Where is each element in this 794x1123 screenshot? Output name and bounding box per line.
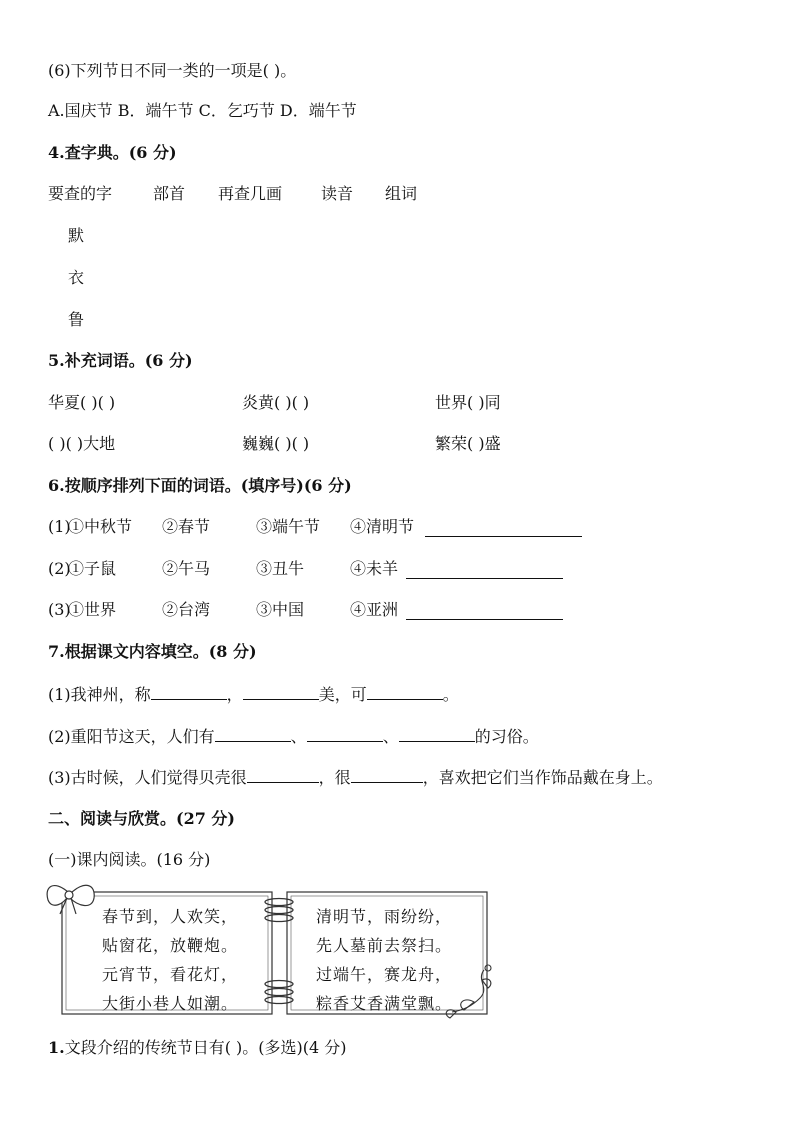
q7-text: 美，可 [318, 685, 367, 704]
order-row-label: (1) [48, 517, 71, 536]
order-item: ②台湾 [162, 600, 211, 619]
answer-blank[interactable] [367, 683, 443, 700]
order-item: ②午马 [162, 559, 211, 578]
order-row-label: (2) [48, 559, 71, 578]
answer-blank[interactable] [406, 603, 563, 620]
q7-text: 、 [290, 727, 307, 746]
question-6-options: A.国庆节 B．端午节 C．乞巧节 D．端午节 [48, 101, 357, 120]
q7-text: ，很 [318, 768, 351, 787]
question-number: 1. [48, 1038, 65, 1057]
poem-line: 春节到，人欢笑， [102, 907, 239, 926]
q5-item-6: 繁荣( )盛 [435, 434, 501, 453]
poem-line: 粽香艾香满堂飘。 [316, 994, 453, 1013]
q7-text: ，喜欢把它们当作饰品戴在身上。 [422, 768, 663, 787]
q7-text: (3)古时候，人们觉得贝壳很 [48, 768, 247, 787]
answer-blank[interactable] [215, 725, 291, 742]
q7-text: ， [226, 685, 243, 704]
order-item: ③丑牛 [256, 559, 305, 578]
section-2-sub: (一)课内阅读。(16 分) [48, 850, 211, 869]
question-7-title: 7.根据课文内容填空。(8 分) [48, 642, 257, 661]
section-2-title: 二、阅读与欣赏。(27 分) [48, 809, 235, 828]
order-item: ②春节 [162, 517, 211, 536]
answer-blank[interactable] [247, 766, 319, 783]
char-3: 鲁 [68, 310, 85, 329]
book-illustration [44, 880, 496, 1020]
order-item: ③中国 [256, 600, 305, 619]
question-5-title: 5.补充词语。(6 分) [48, 351, 193, 370]
order-row-label: (3) [48, 600, 71, 619]
q7-line-1 [48, 683, 459, 706]
header-char: 要查的字 [48, 184, 113, 203]
poem-line: 清明节，雨纷纷， [316, 907, 453, 926]
question-1 [48, 1037, 347, 1059]
poem-left [102, 902, 238, 1018]
q7-text: 。 [442, 685, 459, 704]
q5-item-3: 世界( )同 [435, 393, 501, 412]
question-4-title: 4.查字典。(6 分) [48, 143, 177, 162]
q7-text: 、 [382, 727, 399, 746]
char-2: 衣 [68, 268, 85, 287]
question-text: 文段介绍的传统节日有( )。(多选)(4 分) [64, 1038, 347, 1057]
char-1: 默 [68, 226, 85, 245]
poem-line: 先人墓前去祭扫。 [316, 936, 453, 955]
answer-blank[interactable] [425, 520, 582, 537]
poem-line: 大街小巷人如潮。 [102, 994, 239, 1013]
order-item: ④清明节 [350, 517, 415, 536]
q5-item-1: 华夏( )( ) [48, 393, 116, 412]
poem-line: 过端午，赛龙舟， [316, 965, 453, 984]
order-item: ①世界 [68, 600, 117, 619]
q7-text: 的习俗。 [474, 727, 539, 746]
answer-blank[interactable] [399, 725, 475, 742]
header-word: 组词 [385, 184, 418, 203]
order-item: ④亚洲 [350, 600, 399, 619]
q7-text: (1)我神州，称 [48, 685, 151, 704]
q7-text: (2)重阳节这天，人们有 [48, 727, 215, 746]
answer-blank[interactable] [351, 766, 423, 783]
answer-blank[interactable] [406, 562, 563, 579]
q5-item-5: 巍巍( )( ) [242, 434, 310, 453]
poem-line: 贴窗花，放鞭炮。 [102, 936, 239, 955]
answer-blank[interactable] [243, 683, 319, 700]
order-item: ③端午节 [256, 517, 321, 536]
answer-blank[interactable] [307, 725, 383, 742]
q7-line-2 [48, 725, 539, 748]
q5-item-2: 炎黄( )( ) [242, 393, 310, 412]
question-6b-title: 6.按顺序排列下面的词语。(填序号)(6 分) [48, 476, 352, 495]
q7-line-3 [48, 766, 663, 789]
answer-blank[interactable] [151, 683, 227, 700]
poem-line: 元宵节，看花灯， [102, 965, 239, 984]
order-item: ①中秋节 [68, 517, 133, 536]
header-pronunciation: 读音 [321, 184, 354, 203]
q5-item-4: ( )( )大地 [48, 434, 116, 453]
order-item: ④未羊 [350, 559, 399, 578]
poem-right [316, 902, 452, 1018]
order-item: ①子鼠 [68, 559, 117, 578]
header-radical: 部首 [153, 184, 186, 203]
header-strokes: 再查几画 [218, 184, 283, 203]
question-6: (6)下列节日不同一类的一项是( )。 [48, 61, 297, 80]
